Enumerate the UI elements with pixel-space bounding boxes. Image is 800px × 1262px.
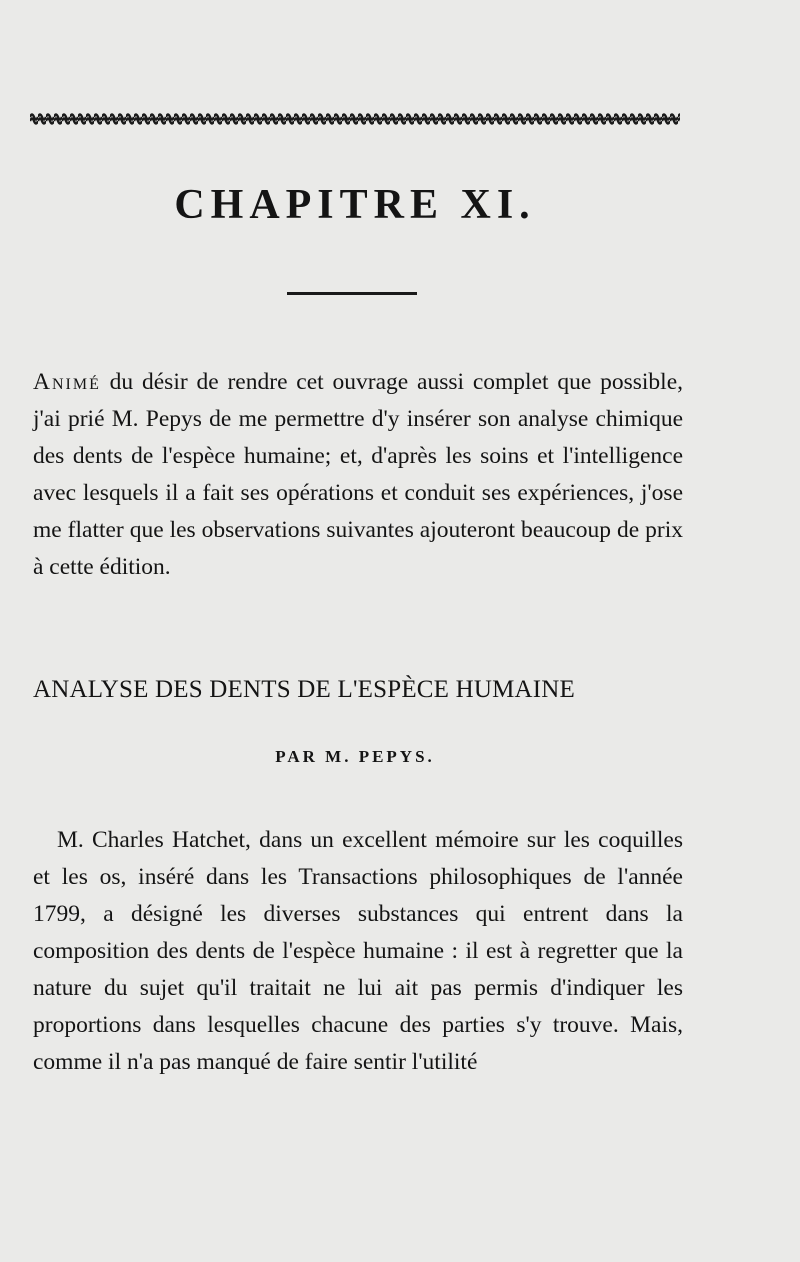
body-paragraph: M. Charles Hatchet, dans un excellent mémoire sur les coquilles et les os, inséré dans les Transactions philosophiques de l'année 1799, a désigné les diverses substances qui entrent dans la composition des dents de l'espèce humaine : il est à regretter que la nature du sujet qu'il traitait ne lui ait pas permis d'indiquer les proportions dans lesquelles chacune des parties s'y trouve. Mais, comme il n'a pas manqué de faire sentir l'utilité	[33, 827, 683, 1075]
chapter-title: CHAPITRE XI.	[174, 182, 536, 228]
intro-lead-word: Animé	[33, 369, 101, 395]
author-byline: PAR M. PEPYS.	[275, 747, 435, 766]
section-heading: ANALYSE DES DENTS DE L'ESPÈCE HUMAINE	[33, 676, 576, 703]
title-divider	[287, 292, 417, 295]
intro-paragraph	[33, 364, 683, 586]
intro-paragraph-text: du désir de rendre cet ouvrage aussi complet que possible, j'ai prié M. Pepys de me permettre d'y insérer son analyse chimique des dents de l'espèce humaine; et, d'après les soins et l'intelligence avec lesquels il a fait ses opérations et conduit ses expériences, j'ose me flatter que les observations suivantes ajouteront beaucoup de prix à cette édition.	[33, 369, 683, 580]
decorative-border-ornament	[30, 110, 680, 128]
